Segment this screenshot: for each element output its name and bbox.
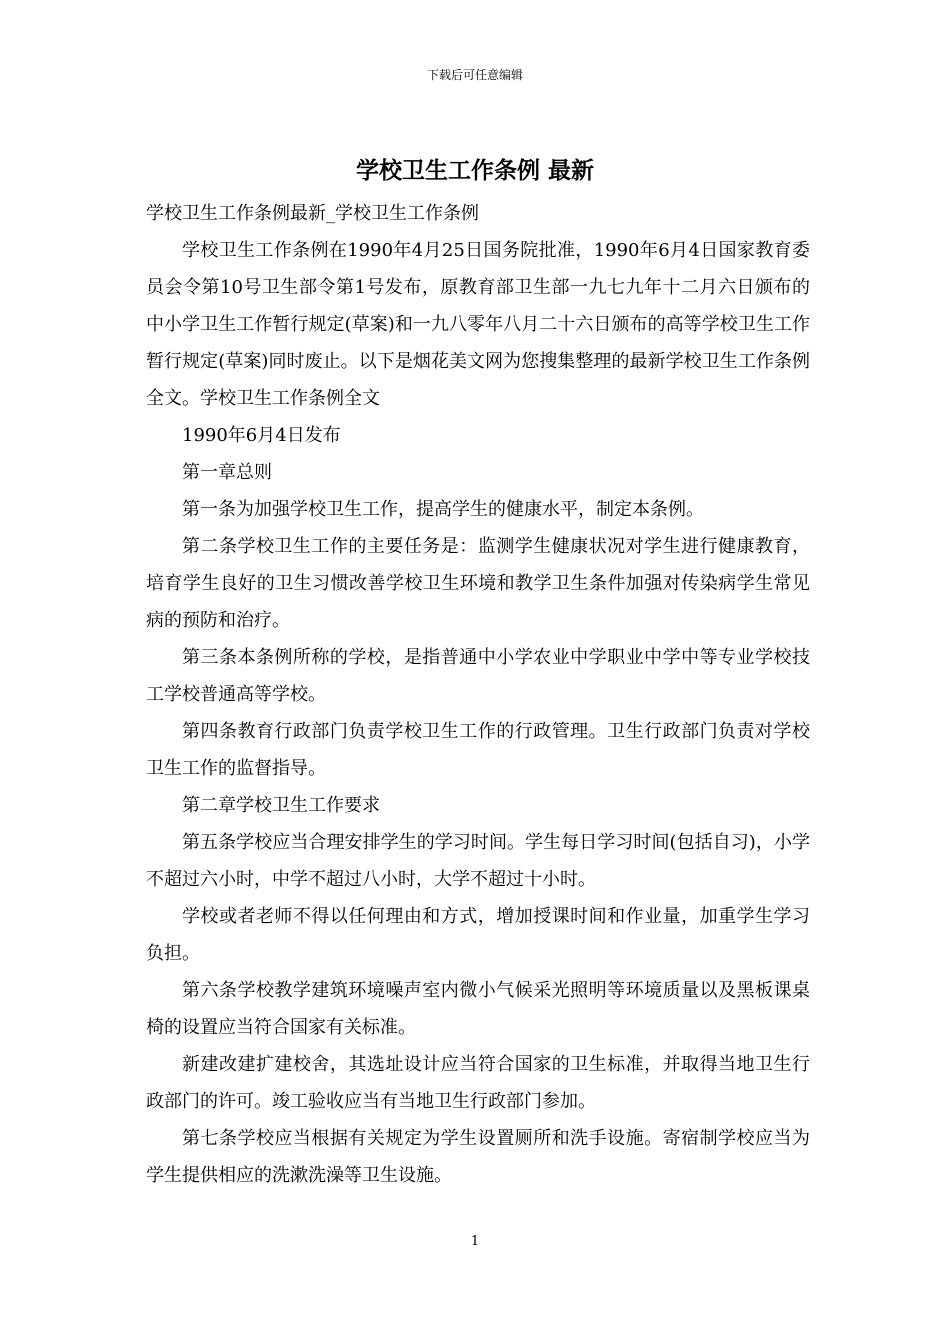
article-paragraph: 新建改建扩建校舍，其选址设计应当符合国家的卫生标准，并取得当地卫生行政部门的许可。竣工验收应当有当地卫生行政部门参加。	[146, 1054, 810, 1112]
intro-paragraph: 学校卫生工作条例在1990年4月25日国务院批准，1990年6月4日国家教育委员会令第10号卫生部令第1号发布，原教育部卫生部一九七九年十二月六日颁布的中小学卫生工作暂行规定(草案)和一九八零年八月二十六日颁布的高等学校卫生工作暂行规定(草案)同时废止。以下是烟花美文网为您搜集整理的最新学校卫生工作条例全文。学校卫生工作条例全文	[146, 240, 810, 409]
article-paragraph: 第二条学校卫生工作的主要任务是：监测学生健康状况对学生进行健康教育，培育学生良好的卫生习惯改善学校卫生环境和教学卫生条件加强对传染病学生常见病的预防和治疗。	[146, 536, 810, 631]
article-paragraph: 第三条本条例所称的学校，是指普通中小学农业中学职业中学中等专业学校技工学校普通高等学校。	[146, 647, 810, 705]
chapter-heading: 第一章总则	[182, 462, 272, 483]
subtitle-paragraph: 学校卫生工作条例最新_学校卫生工作条例	[146, 203, 479, 224]
article-paragraph: 第五条学校应当合理安排学生的学习时间。学生每日学习时间(包括自习)，小学不超过六小时，中学不超过八小时，大学不超过十小时。	[146, 832, 810, 890]
page-header: 下载后可任意编辑	[426, 68, 523, 82]
article-paragraph: 第四条教育行政部门负责学校卫生工作的行政管理。卫生行政部门负责对学校卫生工作的监督指导。	[146, 721, 810, 779]
page-number: 1	[470, 1234, 480, 1249]
article-paragraph: 第六条学校教学建筑环境噪声室内微小气候采光照明等环境质量以及黑板课桌椅的设置应当符合国家有关标准。	[146, 980, 810, 1038]
chapter-heading: 第二章学校卫生工作要求	[182, 795, 380, 816]
document-title: 学校卫生工作条例 最新	[355, 158, 594, 184]
publish-date: 1990年6月4日发布	[182, 425, 341, 446]
article-paragraph: 第七条学校应当根据有关规定为学生设置厕所和洗手设施。寄宿制学校应当为学生提供相应的洗漱洗澡等卫生设施。	[146, 1128, 810, 1186]
article-paragraph: 第一条为加强学校卫生工作，提高学生的健康水平，制定本条例。	[182, 499, 704, 520]
document-body	[146, 195, 810, 1194]
article-paragraph: 学校或者老师不得以任何理由和方式，增加授课时间和作业量，加重学生学习负担。	[146, 906, 810, 964]
